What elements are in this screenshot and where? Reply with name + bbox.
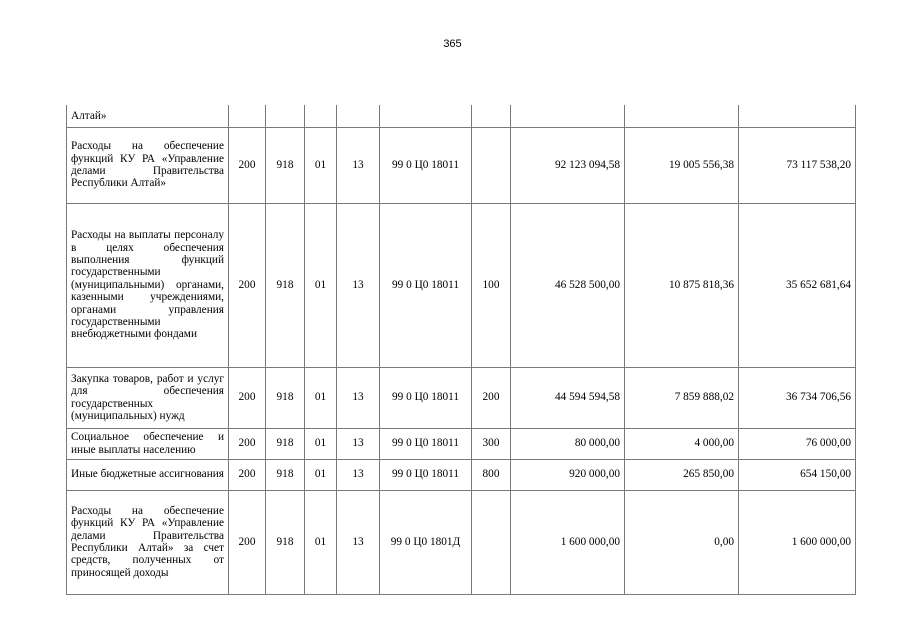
- cell-section: 01: [305, 459, 337, 490]
- cell-amount-remaining: [739, 105, 856, 127]
- cell-section: 01: [305, 367, 337, 428]
- cell-ministry-code: 918: [266, 428, 305, 459]
- budget-table: [66, 105, 856, 595]
- cell-subsection: 13: [337, 203, 380, 367]
- cell-target-article: 99 0 Ц0 18011: [380, 127, 472, 203]
- cell-amount-plan: 44 594 594,58: [511, 367, 625, 428]
- row-name: Социальное обеспечение и иные выплаты населению: [67, 428, 229, 459]
- cell-target-article: 99 0 Ц0 18011: [380, 203, 472, 367]
- cell-subsection: 13: [337, 490, 380, 594]
- cell-ministry-code: 918: [266, 490, 305, 594]
- table-row: [67, 428, 856, 459]
- cell-expense-type: 100: [472, 203, 511, 367]
- cell-amount-plan: 920 000,00: [511, 459, 625, 490]
- cell-amount-executed: 7 859 888,02: [625, 367, 739, 428]
- cell-ministry-code: 918: [266, 203, 305, 367]
- cell-section: [305, 105, 337, 127]
- cell-amount-plan: 80 000,00: [511, 428, 625, 459]
- row-name: Иные бюджетные ассигнования: [67, 459, 229, 490]
- cell-amount-remaining: 1 600 000,00: [739, 490, 856, 594]
- cell-expense-type: [472, 105, 511, 127]
- cell-expense-type: [472, 490, 511, 594]
- cell-ministry-code: [266, 105, 305, 127]
- row-name: Расходы на обеспечение функций КУ РА «Управление делами Правительства Республики Алтай» за счет средств, полученных от приносящей доходы: [67, 490, 229, 594]
- cell-admin-code: 200: [229, 367, 266, 428]
- cell-section: 01: [305, 490, 337, 594]
- cell-ministry-code: 918: [266, 367, 305, 428]
- cell-target-article: 99 0 Ц0 18011: [380, 367, 472, 428]
- table-row: [67, 203, 856, 367]
- cell-expense-type: 200: [472, 367, 511, 428]
- cell-amount-plan: 46 528 500,00: [511, 203, 625, 367]
- cell-amount-executed: 0,00: [625, 490, 739, 594]
- cell-subsection: 13: [337, 367, 380, 428]
- cell-ministry-code: 918: [266, 459, 305, 490]
- row-name: Закупка товаров, работ и услуг для обеспечения государственных (муниципальных) нужд: [67, 367, 229, 428]
- cell-amount-executed: [625, 105, 739, 127]
- cell-amount-remaining: 76 000,00: [739, 428, 856, 459]
- cell-subsection: 13: [337, 428, 380, 459]
- cell-amount-remaining: 36 734 706,56: [739, 367, 856, 428]
- cell-expense-type: [472, 127, 511, 203]
- cell-amount-remaining: 35 652 681,64: [739, 203, 856, 367]
- cell-subsection: [337, 105, 380, 127]
- page-number: 365: [443, 38, 462, 50]
- cell-section: 01: [305, 127, 337, 203]
- cell-section: 01: [305, 428, 337, 459]
- table-row: [67, 490, 856, 594]
- cell-admin-code: 200: [229, 490, 266, 594]
- cell-admin-code: 200: [229, 428, 266, 459]
- cell-expense-type: 800: [472, 459, 511, 490]
- cell-ministry-code: 918: [266, 127, 305, 203]
- cell-amount-plan: [511, 105, 625, 127]
- cell-section: 01: [305, 203, 337, 367]
- cell-amount-executed: 4 000,00: [625, 428, 739, 459]
- cell-target-article: 99 0 Ц0 18011: [380, 459, 472, 490]
- table-row: [67, 367, 856, 428]
- cell-amount-remaining: 73 117 538,20: [739, 127, 856, 203]
- cell-admin-code: 200: [229, 459, 266, 490]
- row-name: Алтай»: [67, 105, 229, 127]
- cell-subsection: 13: [337, 127, 380, 203]
- cell-subsection: 13: [337, 459, 380, 490]
- cell-admin-code: 200: [229, 127, 266, 203]
- cell-amount-plan: 1 600 000,00: [511, 490, 625, 594]
- table-row: [67, 459, 856, 490]
- cell-admin-code: 200: [229, 203, 266, 367]
- table-row: [67, 127, 856, 203]
- cell-amount-remaining: 654 150,00: [739, 459, 856, 490]
- cell-target-article: [380, 105, 472, 127]
- cell-admin-code: [229, 105, 266, 127]
- cell-amount-executed: 265 850,00: [625, 459, 739, 490]
- cell-expense-type: 300: [472, 428, 511, 459]
- cell-amount-executed: 19 005 556,38: [625, 127, 739, 203]
- row-name: Расходы на обеспечение функций КУ РА «Управление делами Правительства Республики Алтай»: [67, 127, 229, 203]
- cell-target-article: 99 0 Ц0 1801Д: [380, 490, 472, 594]
- cell-amount-plan: 92 123 094,58: [511, 127, 625, 203]
- cell-amount-executed: 10 875 818,36: [625, 203, 739, 367]
- row-name: Расходы на выплаты персоналу в целях обеспечения выполнения функций государственными (муниципальными) органами, казенными учреждениями, органами управления государственными внебюджетными фондами: [67, 203, 229, 367]
- table-row: [67, 105, 856, 127]
- cell-target-article: 99 0 Ц0 18011: [380, 428, 472, 459]
